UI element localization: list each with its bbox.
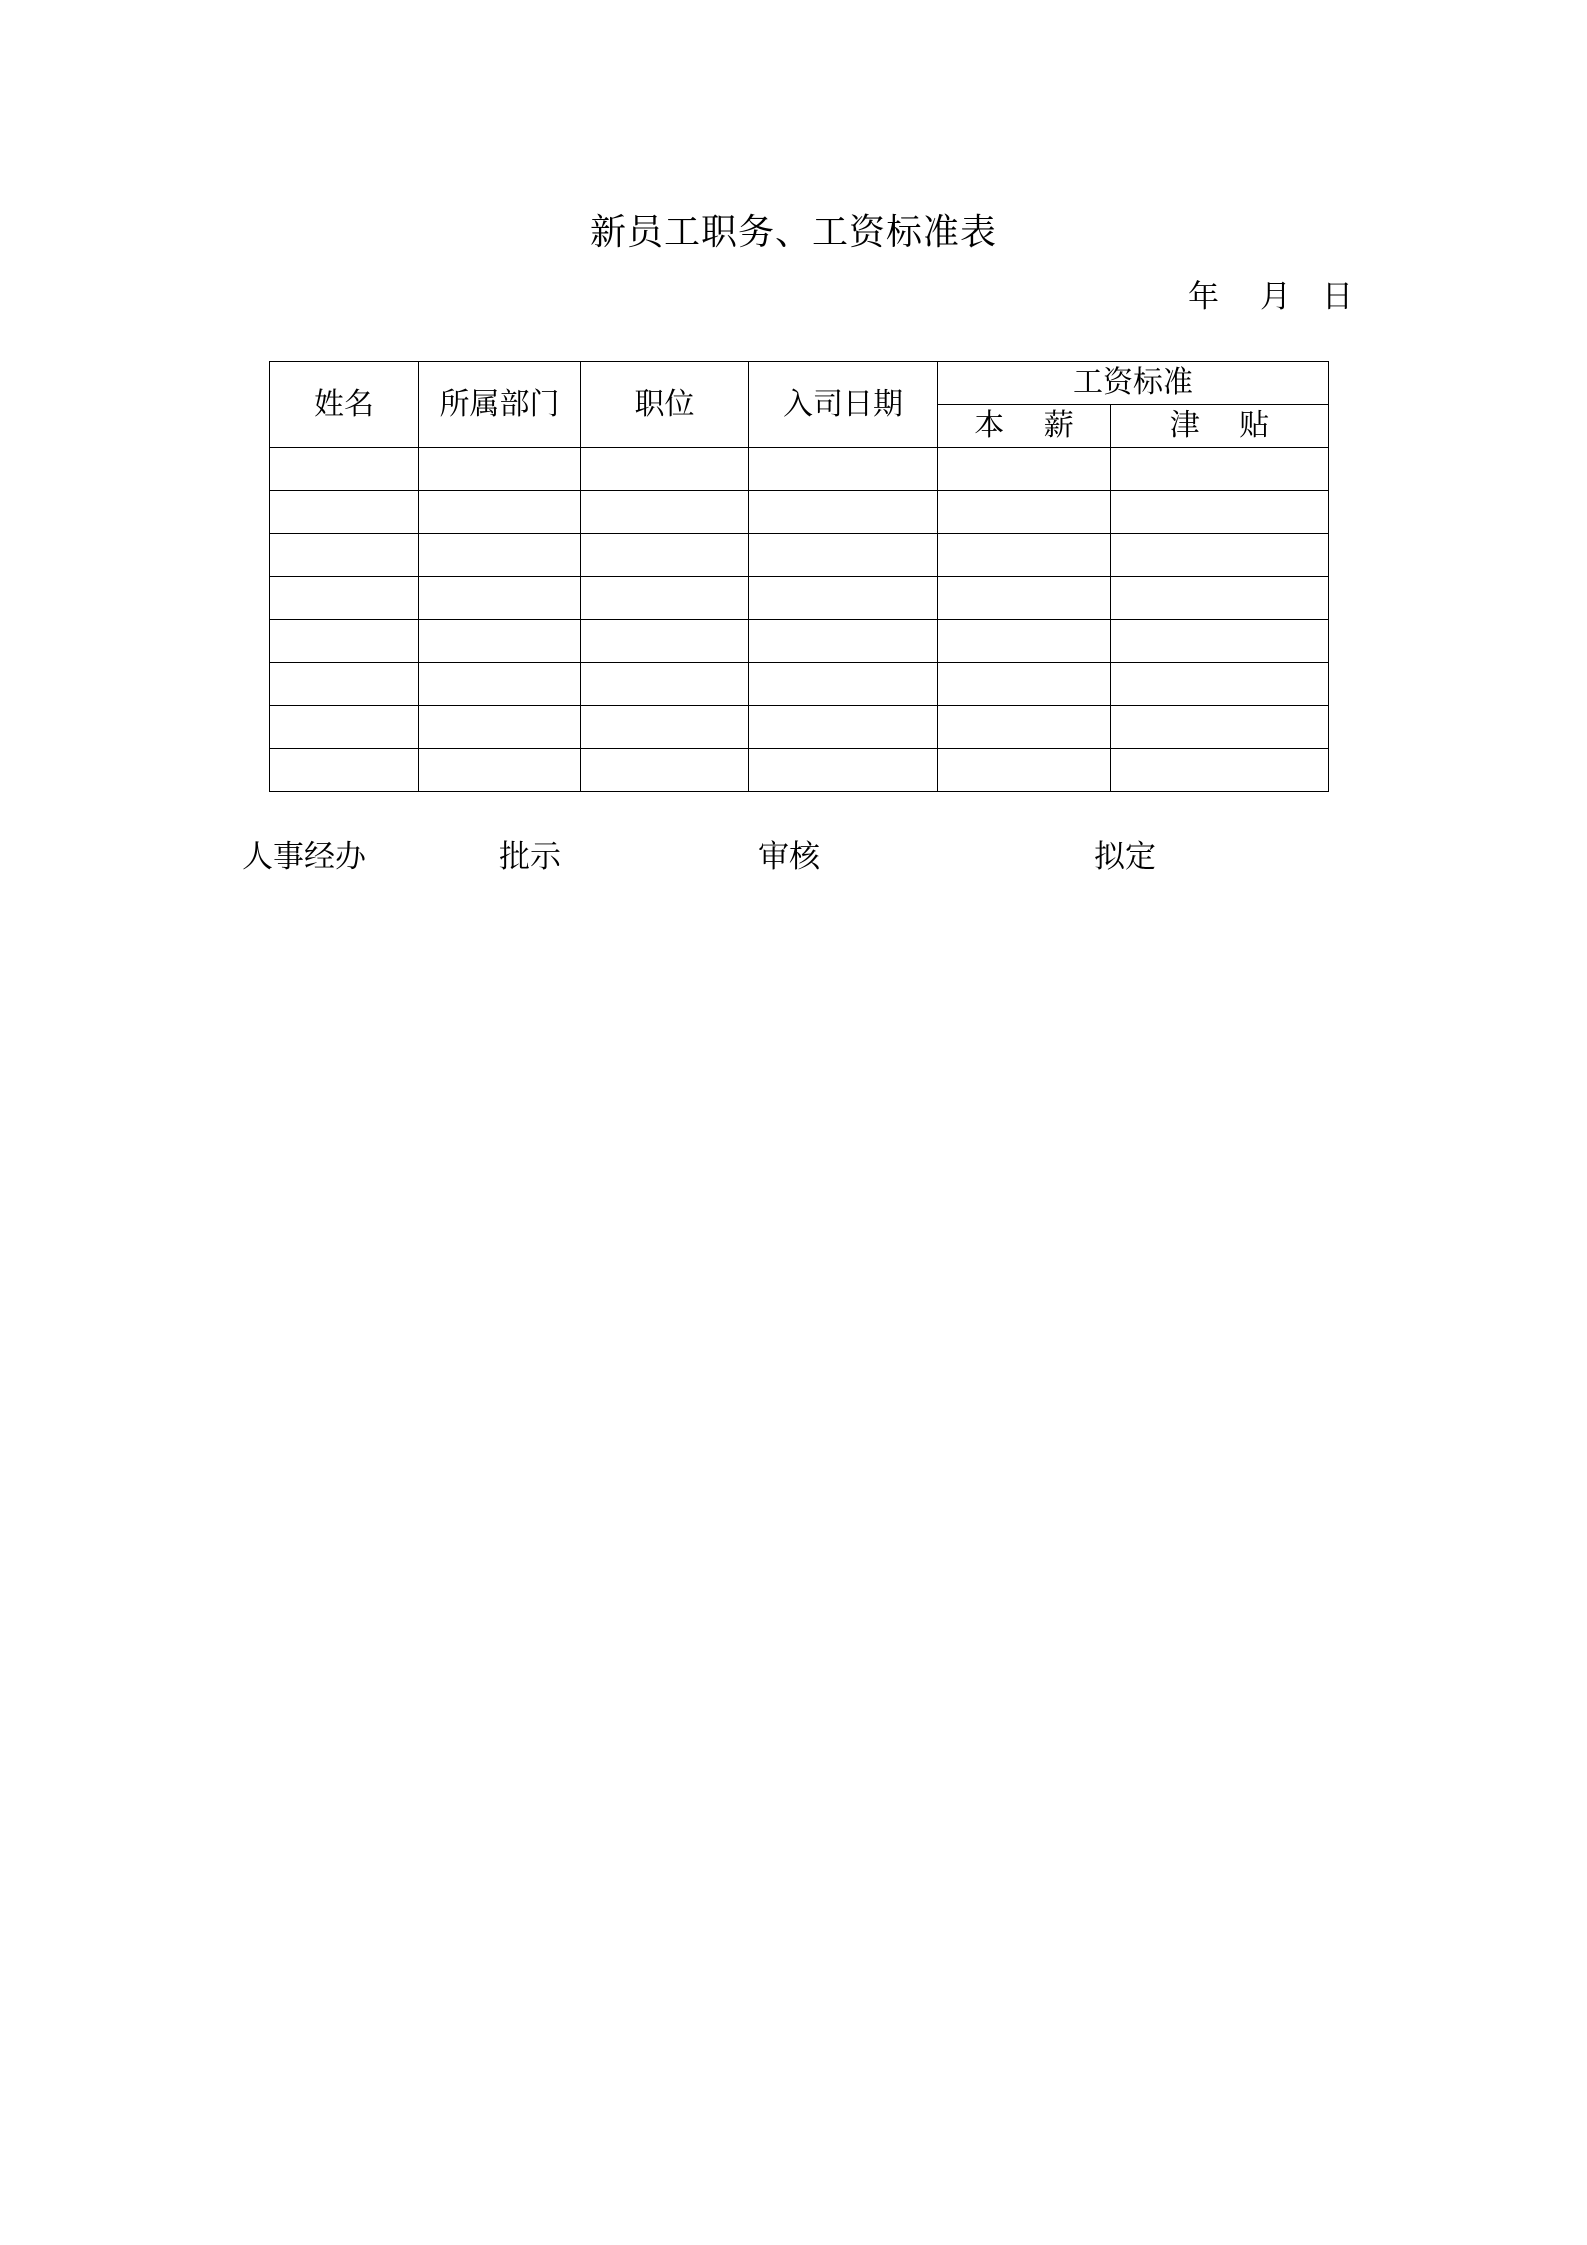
cell-name[interactable] — [270, 534, 419, 577]
cell-allowance[interactable] — [1111, 448, 1329, 491]
cell-department[interactable] — [419, 491, 581, 534]
cell-department[interactable] — [419, 663, 581, 706]
date-line — [1170, 274, 1360, 320]
cell-allowance[interactable] — [1111, 706, 1329, 749]
cell-join-date[interactable] — [749, 491, 938, 534]
cell-name[interactable] — [270, 663, 419, 706]
header-join-date: 入司日期 — [749, 362, 938, 448]
page-title: 新员工职务、工资标准表 — [589, 212, 997, 253]
cell-join-date[interactable] — [749, 534, 938, 577]
date-month-label: 月 — [1260, 279, 1291, 315]
cell-allowance[interactable] — [1111, 663, 1329, 706]
footer-drafted: 拟定 — [1094, 839, 1156, 875]
header-name: 姓名 — [270, 362, 419, 448]
cell-base-salary[interactable] — [938, 491, 1111, 534]
cell-department[interactable] — [419, 706, 581, 749]
date-day-label: 日 — [1322, 279, 1353, 315]
cell-base-salary[interactable] — [938, 663, 1111, 706]
cell-name[interactable] — [270, 491, 419, 534]
header-base-salary: 本 薪 — [938, 405, 1111, 448]
table-row — [270, 534, 1329, 577]
cell-position[interactable] — [581, 534, 749, 577]
cell-allowance[interactable] — [1111, 577, 1329, 620]
cell-allowance[interactable] — [1111, 534, 1329, 577]
table-row — [270, 577, 1329, 620]
cell-position[interactable] — [581, 577, 749, 620]
cell-join-date[interactable] — [749, 448, 938, 491]
cell-allowance[interactable] — [1111, 749, 1329, 792]
cell-position[interactable] — [581, 663, 749, 706]
header-department: 所属部门 — [419, 362, 581, 448]
footer-review: 审核 — [758, 839, 820, 875]
cell-position[interactable] — [581, 706, 749, 749]
date-year-label: 年 — [1188, 279, 1219, 315]
table-row — [270, 448, 1329, 491]
cell-base-salary[interactable] — [938, 749, 1111, 792]
table-row — [270, 749, 1329, 792]
cell-join-date[interactable] — [749, 577, 938, 620]
cell-base-salary[interactable] — [938, 577, 1111, 620]
cell-join-date[interactable] — [749, 663, 938, 706]
cell-department[interactable] — [419, 534, 581, 577]
cell-name[interactable] — [270, 620, 419, 663]
cell-base-salary[interactable] — [938, 620, 1111, 663]
cell-base-salary[interactable] — [938, 706, 1111, 749]
table-row — [270, 491, 1329, 534]
table-row — [270, 620, 1329, 663]
cell-base-salary[interactable] — [938, 448, 1111, 491]
staff-salary-table — [269, 361, 1329, 792]
cell-position[interactable] — [581, 620, 749, 663]
cell-join-date[interactable] — [749, 706, 938, 749]
cell-name[interactable] — [270, 577, 419, 620]
cell-department[interactable] — [419, 577, 581, 620]
cell-name[interactable] — [270, 448, 419, 491]
cell-allowance[interactable] — [1111, 620, 1329, 663]
cell-name[interactable] — [270, 706, 419, 749]
header-allowance: 津 贴 — [1111, 405, 1329, 448]
cell-department[interactable] — [419, 448, 581, 491]
cell-position[interactable] — [581, 448, 749, 491]
cell-allowance[interactable] — [1111, 491, 1329, 534]
header-salary-standard: 工资标准 — [938, 362, 1329, 405]
footer-approval: 批示 — [499, 839, 561, 875]
cell-join-date[interactable] — [749, 749, 938, 792]
cell-position[interactable] — [581, 491, 749, 534]
cell-position[interactable] — [581, 749, 749, 792]
cell-base-salary[interactable] — [938, 534, 1111, 577]
cell-join-date[interactable] — [749, 620, 938, 663]
table-row — [270, 663, 1329, 706]
table-row — [270, 706, 1329, 749]
footer-hr-handler: 人事经办 — [242, 839, 366, 875]
cell-department[interactable] — [419, 620, 581, 663]
header-position: 职位 — [581, 362, 749, 448]
cell-name[interactable] — [270, 749, 419, 792]
cell-department[interactable] — [419, 749, 581, 792]
